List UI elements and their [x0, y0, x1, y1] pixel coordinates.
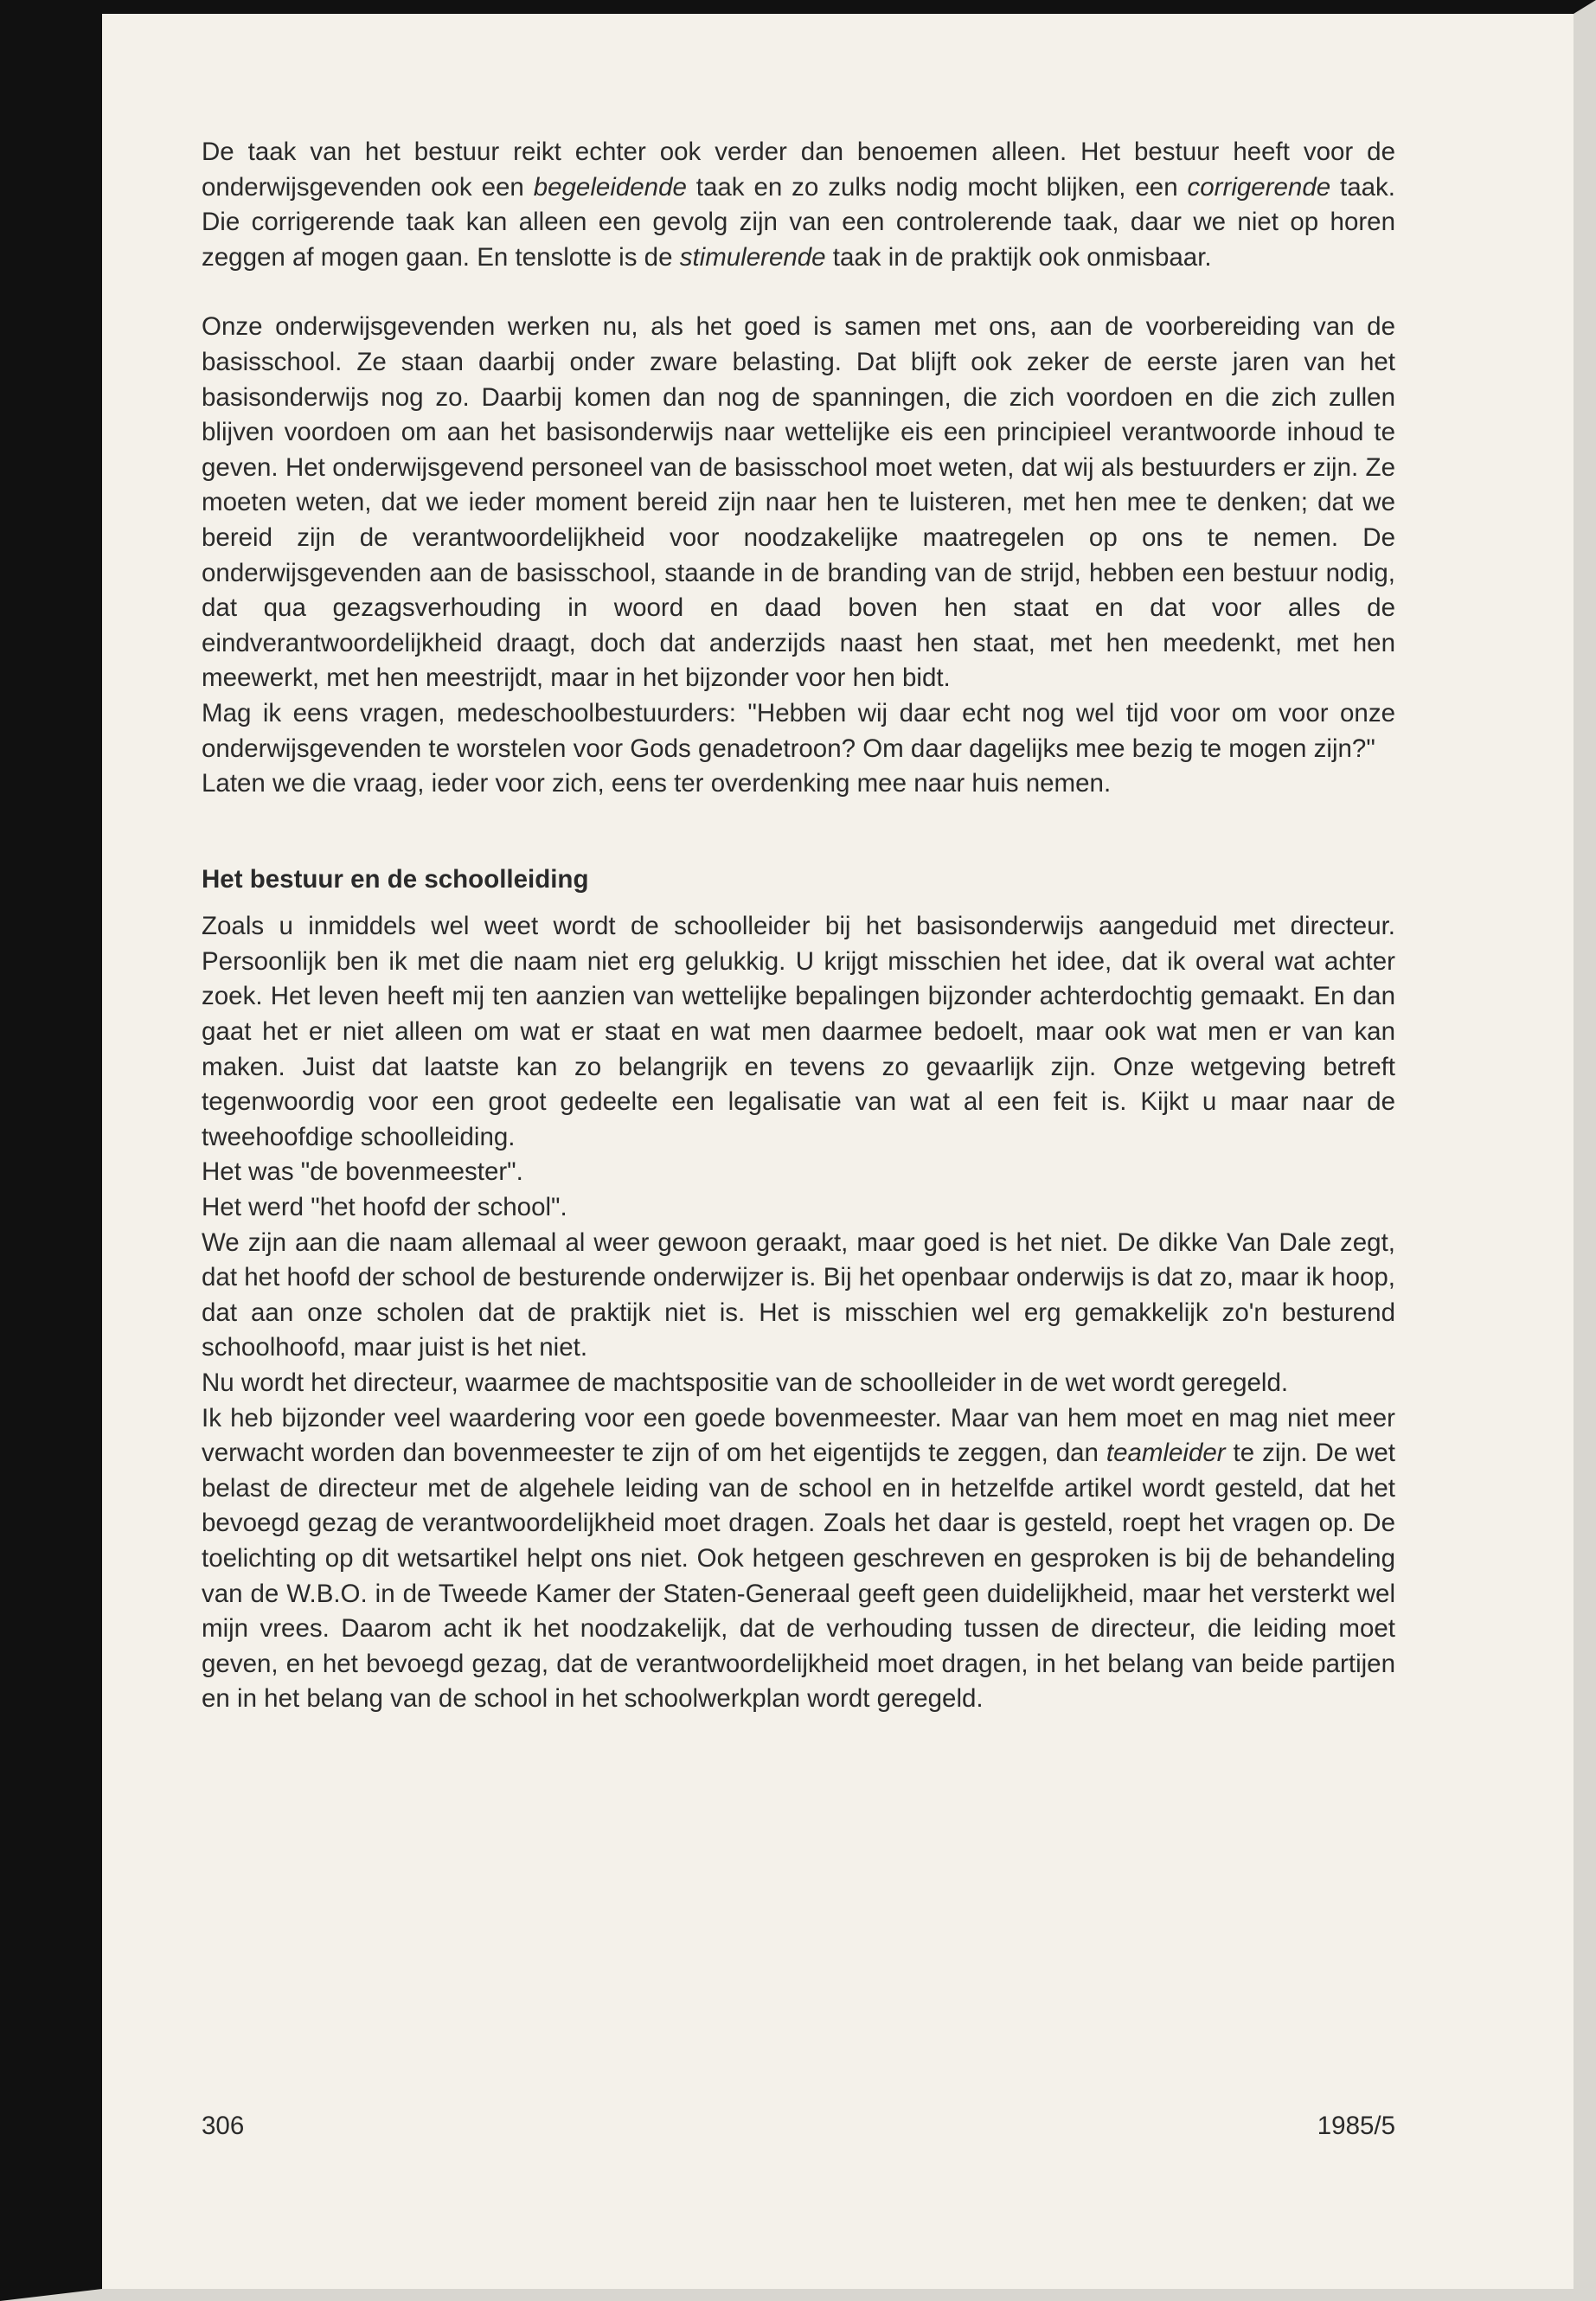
emphasis-begeleidende: begeleidende	[533, 172, 687, 202]
emphasis-teamleider: teamleider	[1106, 1439, 1226, 1468]
paragraph-school-leader: Zoals u inmiddels wel weet wordt de schoolleider bij het basisonderwijs aangeduid met directeur. Persoonlijk ben ik met die naam niet erg gelukkig. U krijgt misschien het idee, dat ik overal wat achter zoek. Het leven heeft mij ten aanzien van wettelijke bepalingen bijzonder achterdochtig gemaakt. En dan gaat het er niet alleen om wat er staat en wat men daarmee bedoelt, maar ook wat men er van kan maken. Juist dat laatste kan zo belangrijk en tevens zo gevaarlijk zijn. Onze wetgeving betreft tegenwoordig voor een groot gedeelte een legalisatie van wat al een feit is. Kijkt u maar naar de tweehoofdige schoolleiding.	[202, 912, 1395, 1151]
body-text	[202, 135, 1395, 1717]
paragraph-question: Mag ik eens vragen, medeschoolbestuurders: "Hebben wij daar echt nog wel tijd voor om voor onze onderwijsgevenden te worstelen voor Gods genadetroon? Om daar dagelijks mee bezig te mogen zijn?"	[202, 698, 1395, 763]
document-page	[102, 14, 1574, 2289]
emphasis-corrigerende: corrigerende	[1187, 172, 1331, 202]
issue-number: 1985/5	[1317, 2112, 1395, 2140]
paragraph-reflection: Laten we die vraag, ieder voor zich, eens ter overdenking mee naar huis nemen.	[202, 769, 1112, 798]
paragraph-directeur: Nu wordt het directeur, waarmee de machtspositie van de schoolleider in de wet wordt geregeld.	[202, 1368, 1289, 1397]
paragraph-appreciation: Ik heb bijzonder veel waardering voor een goede bovenmeester. Maar van hem moet en mag niet meer verwacht worden dan bovenmeester te zijn of om het eigentijds te zeggen, dan teamleider te zijn. De wet belast de directeur met de algehele leiding van de school en in hetzelfde artikel wordt gesteld, dat het bevoegd gezag de verantwoordelijkheid moet dragen. Zoals het daar is gesteld, roept het vragen op. De toelichting op dit wetsartikel helpt ons niet. Ook hetgeen geschreven en gesproken is bij de behandeling van de W.B.O. in de Tweede Kamer der Staten-Generaal geeft geen duidelijkheid, maar het versterkt wel mijn vrees. Daarom acht ik het noodzakelijk, dat de verhouding tussen de directeur, die leiding moet geven, en het bevoegd gezag, dat de verantwoordelijkheid moet dragen, in het belang van beide partijen en in het belang van de school in het schoolwerkplan wordt geregeld.	[202, 1403, 1396, 1714]
paragraph-van-dale: We zijn aan die naam allemaal al weer gewoon geraakt, maar goed is het niet. De dikke Van Dale zegt, dat het hoofd der school de besturende onderwijzer is. Bij het openbaar onderwijs is dat zo, maar ik hoop, dat aan onze scholen dat de praktijk niet is. Het is misschien wel erg gemakkelijk zo'n besturend schoolhoofd, maar juist is het niet.	[202, 1227, 1395, 1362]
emphasis-stimulerende: stimulerende	[679, 242, 826, 272]
paragraph-task-of-board: De taak van het bestuur reikt echter ook verder dan benoemen alleen. Het bestuur heeft voor de onderwijsgevenden ook een begeleidende taak en zo zulks nodig mocht blijken, een corrigerende taak. Die corrigerende taak kan alleen een gevolg zijn van een controlerende taak, daar we niet op horen zeggen af mogen gaan. En tenslotte is de stimulerende taak in de praktijk ook onmisbaar.	[202, 138, 1395, 272]
section-heading: Het bestuur en de schoolleiding	[202, 864, 589, 894]
page-number: 306	[202, 2112, 245, 2140]
paragraph-hoofd-der-school: Het werd "het hoofd der school".	[202, 1193, 567, 1222]
paragraph-teachers: Onze onderwijsgevenden werken nu, als het goed is samen met ons, aan de voorbereiding van de basisschool. Ze staan daarbij onder zware belasting. Dat blijft ook zeker de eerste jaren van het basisonderwijs nog zo. Daarbij komen dan nog de spanningen, die zich voordoen en die zich zullen blijven voordoen om aan het basisonderwijs naar wettelijke eis een principieel verantwoorde inhoud te geven. Het onderwijsgevend personeel van de basisschool moet weten, dat wij als bestuurders er zijn. Ze moeten weten, dat we ieder moment bereid zijn naar hen te luisteren, met hen mee te denken; dat we bereid zijn de verantwoordelijkheid voor noodzakelijke maatregelen op ons te nemen. De onderwijsgevenden aan de basisschool, staande in de branding van de strijd, hebben een bestuur nodig, dat qua gezagsverhouding in woord en daad boven hen staat en dat voor alles de eindverantwoordelijkheid draagt, doch dat anderzijds naast hen staat, met hen meedenkt, met hen meewerkt, met hen meestrijdt, maar in het bijzonder voor hen bidt.	[202, 312, 1395, 693]
paragraph-bovenmeester: Het was "de bovenmeester".	[202, 1157, 523, 1187]
